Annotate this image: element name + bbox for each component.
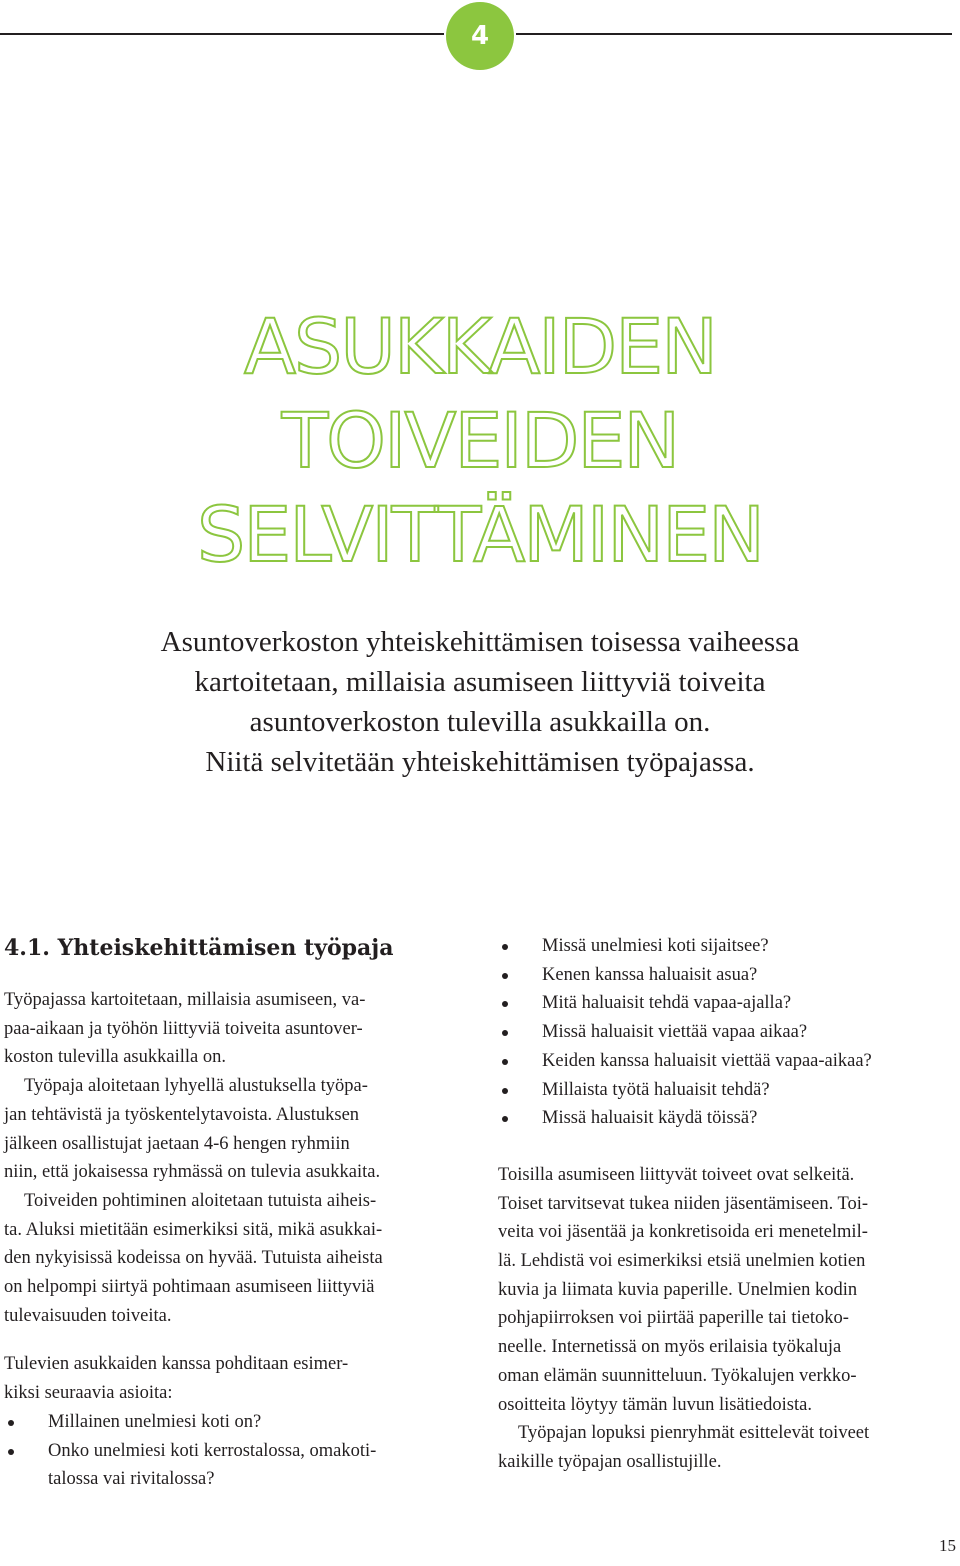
chapter-number: 4	[470, 21, 490, 51]
bullet-list	[498, 932, 960, 1133]
text-line: ta. Aluksi mietitään esimerkiksi sitä, mikä asukkai-	[4, 1219, 383, 1240]
text-line: kiksi seuraavia asioita:	[4, 1383, 173, 1404]
text-line: Työpaja aloitetaan lyhyellä alustuksella työpa-	[24, 1076, 368, 1097]
text-line: Työpajassa kartoitetaan, millaisia asumiseen, va-	[4, 990, 366, 1010]
text-line: veita voi jäsentää ja konkretisoida eri menetelmil-	[498, 1222, 868, 1243]
text-line: Toiveiden pohtiminen aloitetaan tutuista aiheis-	[24, 1190, 377, 1211]
text-line: on helpompi siirtyä pohtimaan asumiseen liittyviä	[4, 1277, 375, 1298]
title-line: TOIVEIDEN	[281, 396, 679, 485]
text-line: kuvia ja liimata kuvia paperille. Unelmien kodin	[498, 1279, 858, 1300]
intro-line: asuntoverkoston tulevilla asukkailla on.	[249, 706, 711, 738]
text-line: Työpajan lopuksi pienryhmät esittelevät toiveet	[518, 1423, 870, 1444]
bullet-list	[4, 1408, 466, 1494]
text-line: Toisilla asumiseen liittyvät toiveet ovat selkeitä.	[498, 1164, 855, 1185]
text-line: paa-aikaan ja työhön liittyviä toiveita asuntover-	[4, 1018, 363, 1039]
section-heading: 4.1. Yhteiskehittämisen työpaja	[4, 935, 394, 961]
intro-line: Asuntoverkoston yhteiskehittämisen toisessa vaiheessa	[160, 626, 800, 658]
header-rule-left	[0, 33, 444, 35]
text-line: pohjapiirroksen voi piirtää paperille tai tietoko-	[498, 1308, 849, 1329]
text-line: tulevaisuuden toiveita.	[4, 1305, 172, 1326]
title-line: SELVITTÄMINEN	[197, 490, 763, 579]
paragraph	[498, 1419, 960, 1476]
title-line: ASUKKAIDEN	[244, 302, 716, 391]
text-line: niin, että jokaisessa ryhmässä on tulevia asukkaita.	[4, 1162, 381, 1183]
bullet-icon	[502, 1116, 508, 1122]
intro-line: kartoitetaan, millaisia asumiseen liittyviä toiveita	[194, 666, 766, 698]
list-item: Mitä haluaisit tehdä vapaa-ajalla?	[498, 989, 960, 1018]
paragraph	[4, 1350, 466, 1407]
page-number: 15	[939, 1536, 956, 1555]
text-line: lä. Lehdistä voi esimerkiksi etsiä unelmien kotien	[498, 1251, 866, 1272]
list-item: Millainen unelmiesi koti on?	[4, 1408, 466, 1437]
list-item: Millaista työtä haluaisit tehdä?	[498, 1076, 960, 1105]
chapter-title	[0, 300, 960, 582]
intro-paragraph	[40, 622, 920, 782]
text-line: oman elämän suunnitteluun. Työkalujen verkko-	[498, 1365, 857, 1386]
text-line: koston tulevilla asukkailla on.	[4, 1047, 226, 1068]
bullet-icon	[8, 1449, 14, 1455]
bullet-icon	[8, 1420, 14, 1426]
text-line: jälkeen osallistujat jaetaan 4-6 hengen ryhmiin	[4, 1133, 350, 1154]
list-item: Keiden kanssa haluaisit viettää vapaa-aikaa?	[498, 1047, 960, 1076]
text-line: kaikille työpajan osallistujille.	[498, 1451, 722, 1472]
paragraph	[4, 986, 466, 1072]
intro-line: Niitä selvitetään yhteiskehittämisen työpajassa.	[205, 746, 755, 778]
text-line: den nykyisissä kodeissa on hyvää. Tutuista aiheista	[4, 1248, 383, 1269]
bullet-icon	[502, 1088, 508, 1094]
header-rule-right	[516, 33, 952, 35]
list-item: Kenen kanssa haluaisit asua?	[498, 961, 960, 990]
bullet-icon	[502, 1030, 508, 1036]
chapter-badge	[446, 2, 514, 70]
bullet-icon	[502, 1001, 508, 1007]
text-line: osoitteita löytyy tämän luvun lisätiedoista.	[498, 1394, 812, 1415]
right-column	[498, 932, 960, 1477]
list-item: Missä unelmiesi koti sijaitsee?	[498, 932, 960, 961]
text-line: jan tehtävistä ja työskentelytavoista. Alustuksen	[4, 1104, 360, 1125]
text-line: Toiset tarvitsevat tukea niiden jäsentämiseen. Toi-	[498, 1193, 869, 1214]
bullet-icon	[502, 1059, 508, 1065]
paragraph	[498, 1161, 960, 1419]
bullet-icon	[502, 973, 508, 979]
left-column	[4, 932, 466, 1494]
list-item: Onko unelmiesi koti kerrostalossa, omakoti- talossa vai rivitalossa?	[4, 1437, 466, 1494]
list-item: Missä haluaisit viettää vapaa aikaa?	[498, 1018, 960, 1047]
paragraph	[4, 1072, 466, 1330]
bullet-icon	[502, 944, 508, 950]
list-item: Missä haluaisit käydä töissä?	[498, 1104, 960, 1133]
text-line: neelle. Internetissä on myös erilaisia työkaluja	[498, 1337, 842, 1358]
text-line: Tulevien asukkaiden kanssa pohditaan esimer-	[4, 1354, 349, 1375]
